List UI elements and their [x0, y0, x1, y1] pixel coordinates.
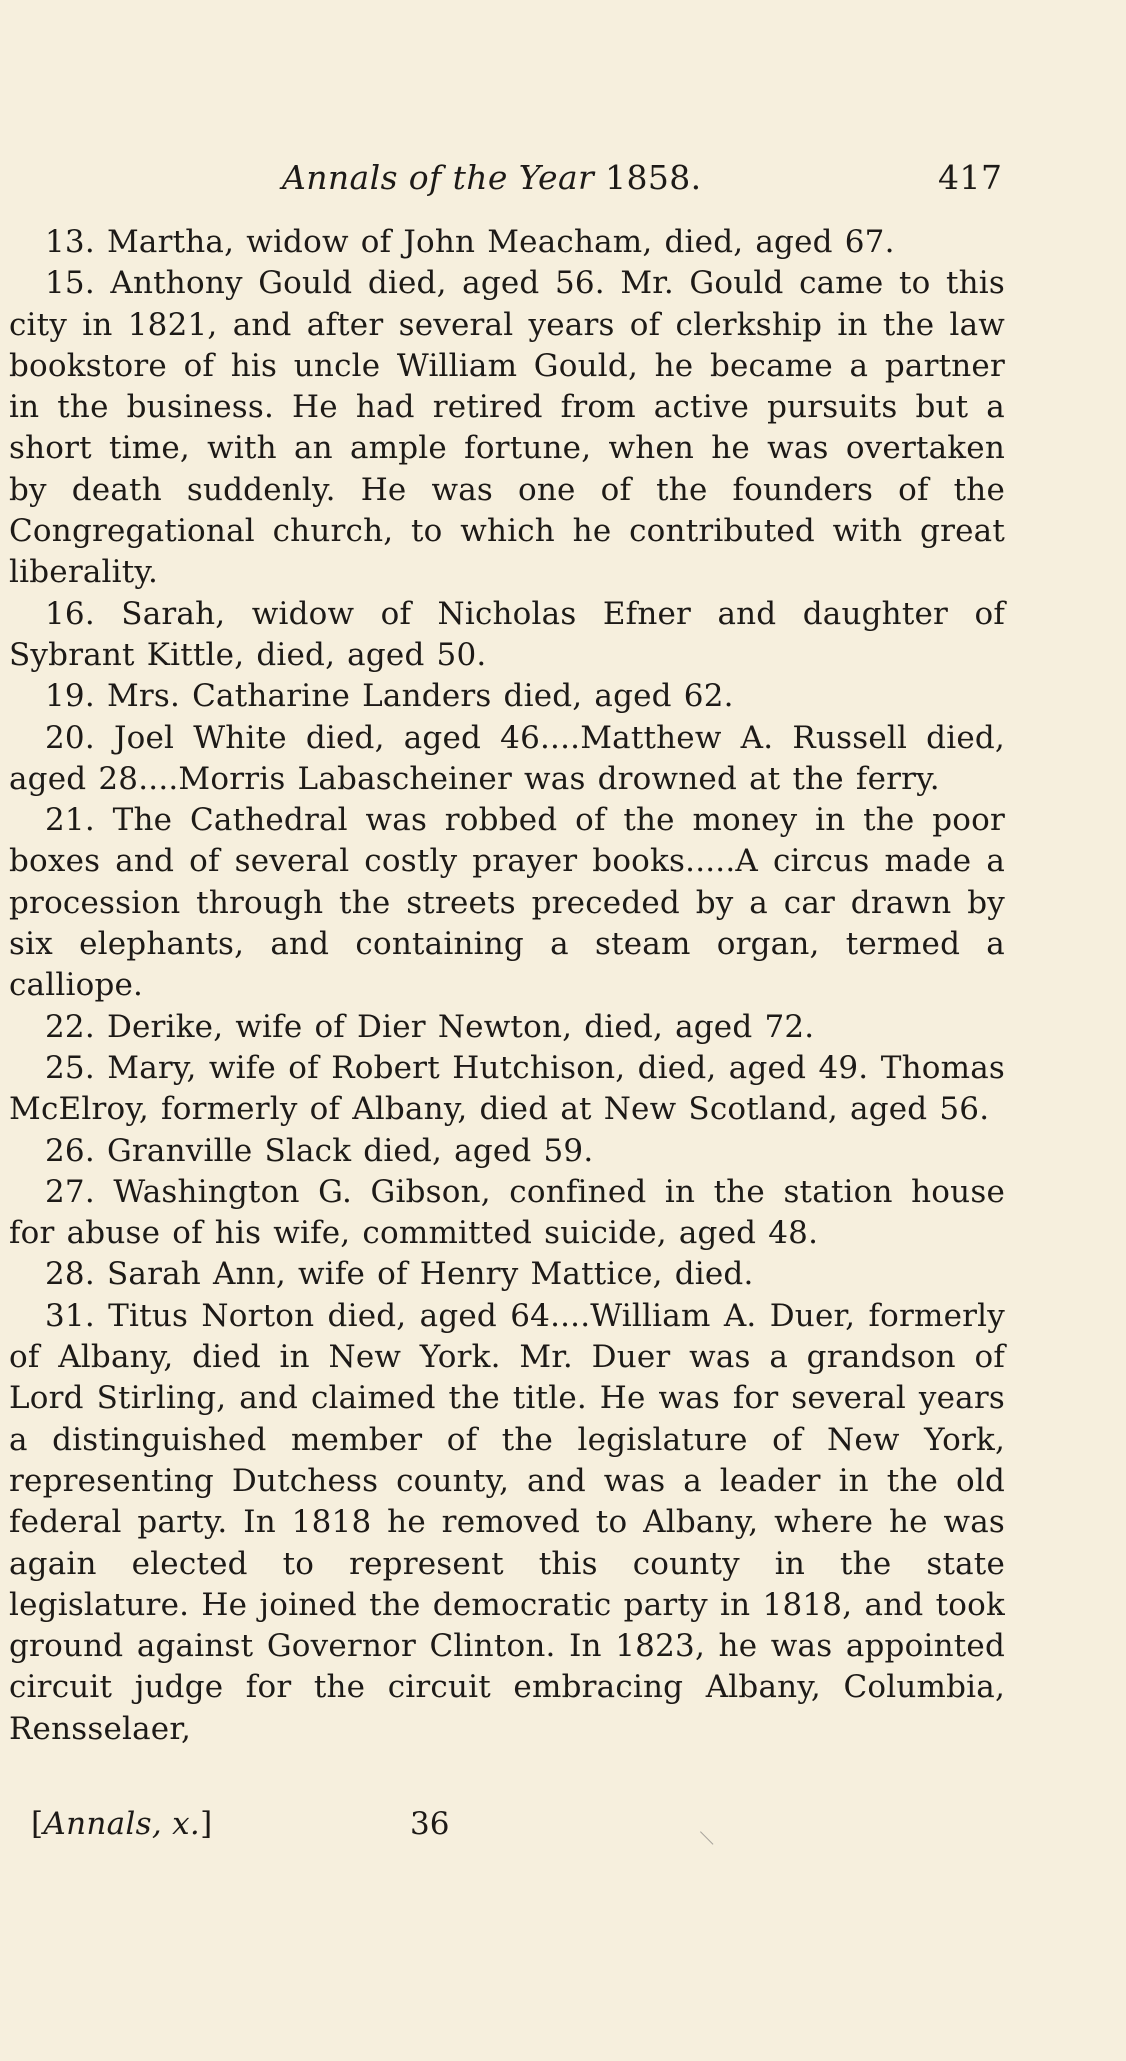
signature-number: 36 [410, 1806, 450, 1842]
page-header [0, 150, 1126, 210]
entry-16: 16. Sarah, widow of Nicholas Efner and daughter of Sybrant Kittle, died, aged 50. [9, 595, 1005, 673]
page-number: 417 [938, 158, 1003, 197]
entry-26: 26. Granville Slack died, aged 59. [45, 1132, 594, 1169]
footer-annals: Annals, [43, 1806, 162, 1842]
footer-volume: x. [172, 1806, 201, 1842]
entry-25: 25. Mary, wife of Robert Hutchison, died, aged 49. Thomas McElroy, formerly of Albany, died at New Scotland, aged 56. [9, 1049, 1005, 1128]
entry-27: 27. Washington G. Gibson, confined in the station house for abuse of his wife, committed suicide, aged 48. [9, 1173, 1005, 1252]
running-head-title: Annals of the Year [282, 158, 595, 197]
entry-13: 13. Martha, widow of John Meacham, died, aged 67. [45, 224, 895, 260]
entry-19: 19. Mrs. Catharine Landers died, aged 62. [45, 678, 734, 715]
running-head-year: 1858. [605, 158, 702, 197]
annals-entries [9, 222, 1005, 1750]
running-head [282, 158, 702, 197]
entry-15: 15. Anthony Gould died, aged 56. Mr. Gould came to this city in 1821, and after several years of clerkship in the law bookstore of his uncle William Gould, he became a partner in the business. He had retired from active pursuits but a short time, with an ample fortune, when he was overtaken by death suddenly. He was one of the founders of the Congregational church, to which he contributed with great liberality. [9, 265, 1005, 591]
footer-signature-label [31, 1806, 212, 1842]
entry-21: 21. The Cathedral was robbed of the money in the poor boxes and of several costly prayer books.....A circus made a procession through the streets preceded by a car drawn by six elephants, and containing a steam organ, termed a calliope. [9, 802, 1005, 1004]
footer-open-bracket: [ [31, 1806, 44, 1842]
footer-close-bracket: ] [200, 1806, 213, 1842]
entry-28: 28. Sarah Ann, wife of Henry Mattice, died. [45, 1256, 754, 1293]
entry-20: 20. Joel White died, aged 46....Matthew A. Russell died, aged 28....Morris Labascheiner was drowned at the ferry. [9, 719, 1005, 797]
page-footer [0, 1806, 1126, 1866]
entry-22: 22. Derike, wife of Dier Newton, died, aged 72. [45, 1008, 815, 1045]
entry-31: 31. Titus Norton died, aged 64....William A. Duer, formerly of Albany, died in New York. Mr. Duer was a grandson of Lord Stirling, and claimed the title. He was for several years a distinguished member of the legislature of New York, representing Dutchess county, and was a leader in the old federal party. In 1818 he removed to Albany, where he was again elected to represent this county in the state legislature. He joined the democratic party in 1818, and took ground against Governor Clinton. In 1823, he was appointed circuit judge for the circuit embracing Albany, Columbia, Rensselaer, [9, 1297, 1005, 1747]
